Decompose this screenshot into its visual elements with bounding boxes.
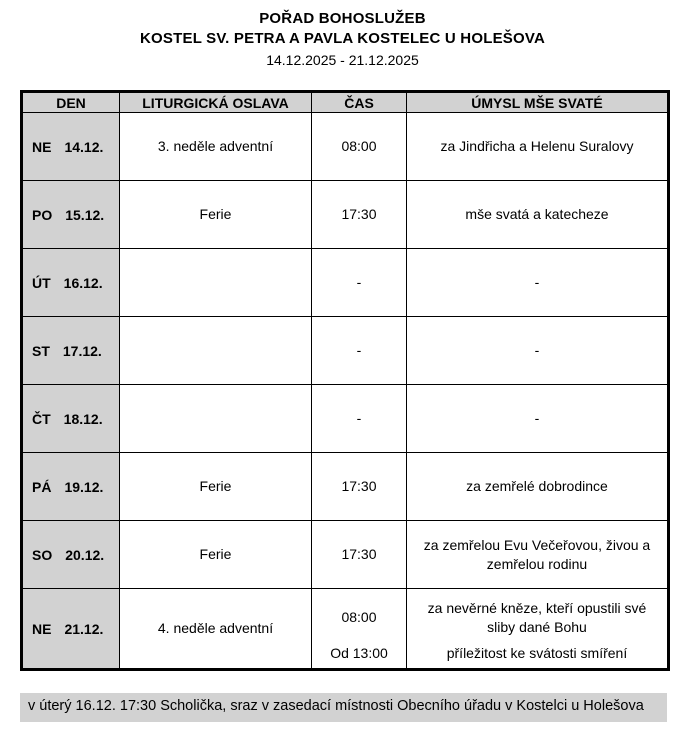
intention-split (412, 589, 662, 668)
day-cell (22, 181, 120, 249)
day-cell (22, 113, 120, 181)
day-abbr: NE (32, 138, 52, 155)
day-date: 14.12. (64, 138, 104, 155)
column-header-day: DEN (22, 92, 120, 113)
table-row (22, 249, 669, 317)
table-row (22, 113, 669, 181)
intention-cell: za zemřelou Evu Večeřovou, živou a zemřelou rodinu (407, 521, 669, 589)
day-date: 16.12. (63, 274, 103, 291)
document-header (0, 0, 685, 70)
intention-cell: - (407, 249, 669, 317)
celebration-cell (120, 249, 312, 317)
celebration-cell (120, 385, 312, 453)
day-abbr: ČT (32, 410, 51, 427)
intention-secondary: příležitost ke svátosti smíření (446, 645, 628, 661)
table-row (22, 453, 669, 521)
day-abbr: PO (32, 206, 53, 223)
time-cell: - (312, 385, 407, 453)
day-cell (22, 317, 120, 385)
column-header-celebration: LITURGICKÁ OSLAVA (120, 92, 312, 113)
celebration-cell: 3. neděle adventní (120, 113, 312, 181)
intention-cell: mše svatá a katecheze (407, 181, 669, 249)
time-cell: 08:00 (312, 113, 407, 181)
column-header-intention: ÚMYSL MŠE SVATÉ (407, 92, 669, 113)
church-name: KOSTEL SV. PETRA A PAVLA KOSTELEC U HOLEŠOVA (140, 30, 545, 47)
time-split (317, 589, 401, 668)
intention-cell (407, 589, 669, 670)
time-cell (312, 589, 407, 670)
date-range: 14.12.2025 - 21.12.2025 (266, 52, 419, 68)
time-cell: 17:30 (312, 521, 407, 589)
column-header-time: ČAS (312, 92, 407, 113)
day-abbr: SO (32, 546, 53, 563)
celebration-cell (120, 317, 312, 385)
day-date: 21.12. (64, 620, 104, 637)
table-row (22, 385, 669, 453)
intention-cell: - (407, 385, 669, 453)
day-date: 18.12. (63, 410, 103, 427)
time-secondary: Od 13:00 (330, 645, 388, 661)
intention-cell: za Jindřicha a Helenu Suralovy (407, 113, 669, 181)
day-cell (22, 385, 120, 453)
day-abbr: ST (32, 342, 50, 359)
day-cell (22, 249, 120, 317)
table-row (22, 181, 669, 249)
intention-primary: za nevěrné kněze, kteří opustili své sliby dané Bohu (427, 599, 647, 635)
celebration-cell: 4. neděle adventní (120, 589, 312, 670)
day-date: 19.12. (64, 478, 104, 495)
time-cell: 17:30 (312, 453, 407, 521)
day-cell (22, 453, 120, 521)
celebration-cell: Ferie (120, 521, 312, 589)
table-row (22, 589, 669, 670)
mass-schedule-table (20, 90, 670, 671)
table-header-row (22, 92, 669, 113)
intention-cell: za zemřelé dobrodince (407, 453, 669, 521)
celebration-cell: Ferie (120, 181, 312, 249)
page-title: POŘAD BOHOSLUŽEB (259, 10, 426, 27)
day-abbr: PÁ (32, 478, 52, 495)
table-row (22, 317, 669, 385)
day-date: 17.12. (62, 342, 102, 359)
intention-cell: - (407, 317, 669, 385)
time-cell: - (312, 317, 407, 385)
day-cell (22, 521, 120, 589)
celebration-cell: Ferie (120, 453, 312, 521)
day-abbr: NE (32, 620, 52, 637)
time-primary: 08:00 (341, 609, 377, 625)
time-cell: 17:30 (312, 181, 407, 249)
day-date: 15.12. (65, 206, 105, 223)
day-abbr: ÚT (32, 274, 51, 291)
day-date: 20.12. (65, 546, 105, 563)
time-cell: - (312, 249, 407, 317)
day-cell (22, 589, 120, 670)
table-row (22, 521, 669, 589)
footer-note: v úterý 16.12. 17:30 Scholička, sraz v zasedací místnosti Obecního úřadu v Kostelci u Holešova (20, 693, 667, 722)
